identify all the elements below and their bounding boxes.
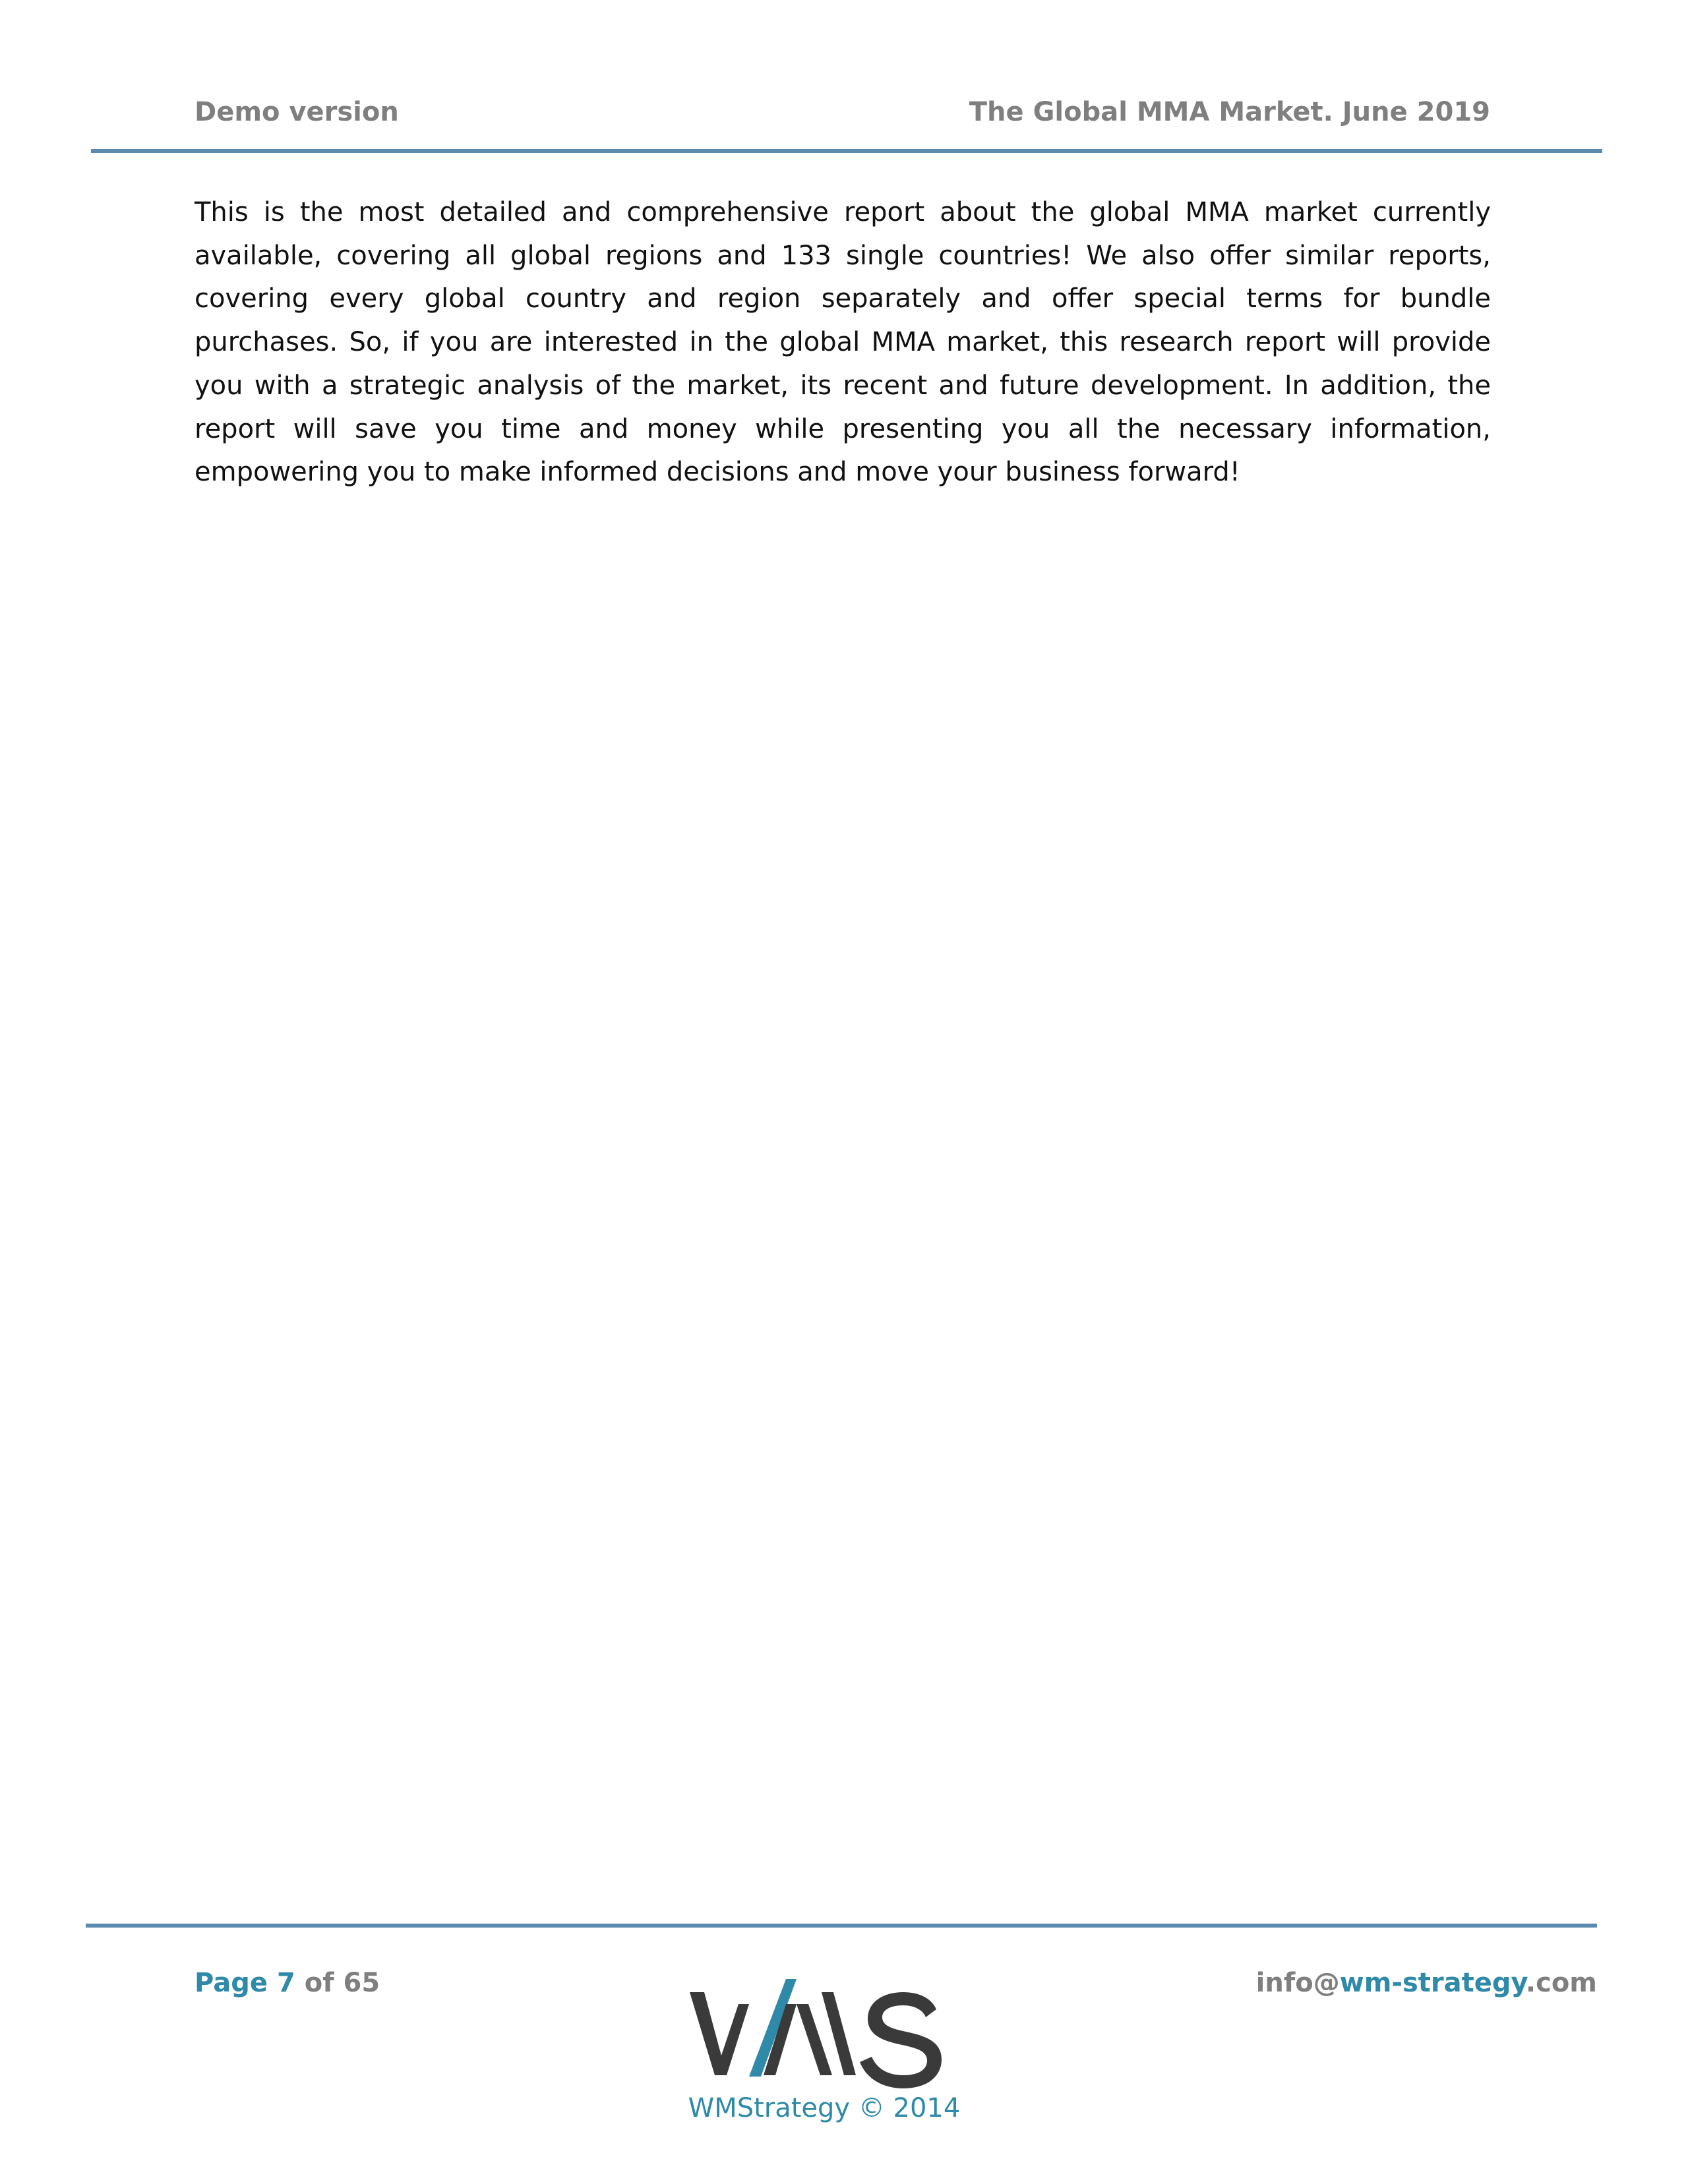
email-user: info@ (1255, 1968, 1340, 1998)
header-report-title: The Global MMA Market. June 2019 (969, 97, 1490, 127)
page-total: 65 (343, 1968, 380, 1998)
logo-w-mid-stroke (715, 2004, 749, 2075)
contact-email (1256, 1970, 1597, 1996)
email-tld: .com (1525, 1968, 1597, 1998)
page-number: 7 (276, 1968, 295, 1998)
logo-m-right-stroke (797, 2004, 832, 2075)
page-word: Page (195, 1968, 268, 1998)
page-of-word: of (304, 1968, 334, 1998)
logo-caption: WMStrategy © 2014 (688, 2093, 961, 2123)
footer-divider (86, 1924, 1597, 1928)
page-indicator (195, 1970, 380, 1996)
header-divider (91, 149, 1602, 153)
body-paragraph: This is the most detailed and comprehensive report about the global MMA market currently available, covering all global regions and 133 single countries! We also offer similar reports, covering every global country and region separately and offer special terms for bundle purchases. So, if you are interested in the global MMA market, this research report will provide you with a strategic analysis of the market, its recent and future development. In addition, the report will save you time and money while presenting you all the necessary information, empowering you to make informed decisions and move your business forward! (195, 197, 1491, 488)
header-demo-label: Demo version (195, 97, 399, 127)
email-domain: wm-strategy (1339, 1968, 1526, 1998)
logo-s (860, 1992, 942, 2088)
wms-logo (686, 1978, 963, 2090)
